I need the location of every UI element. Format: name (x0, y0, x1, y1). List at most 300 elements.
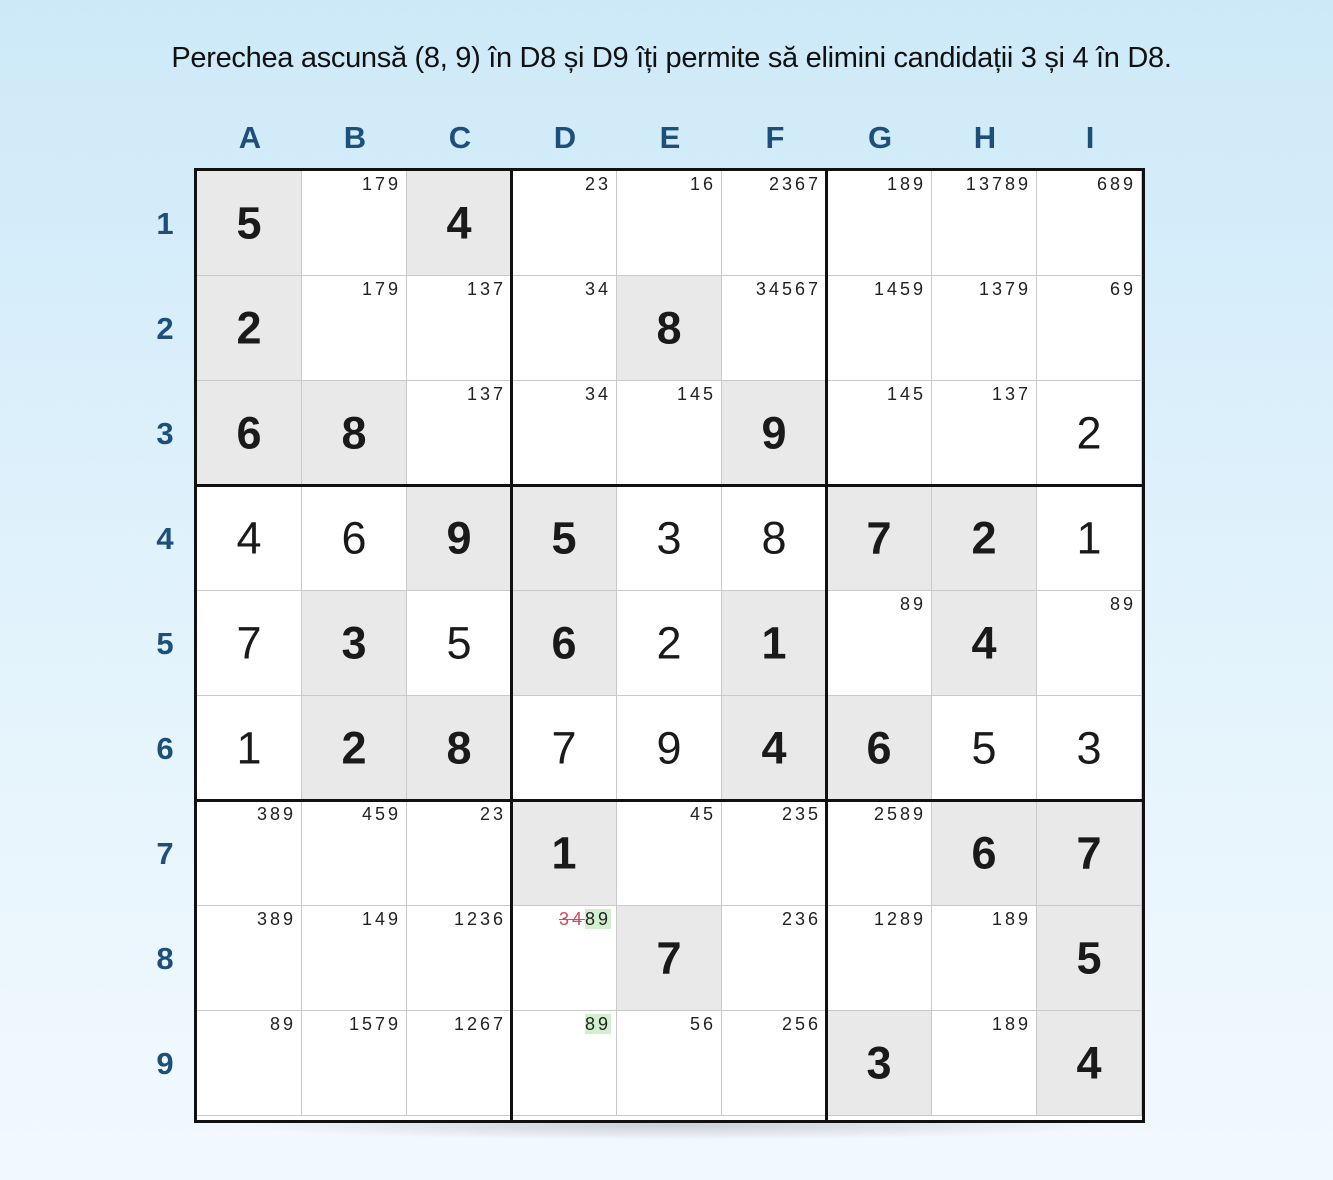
hint-headline: Perechea ascunsă (8, 9) în D8 și D9 îți permite să elimini candidații 3 și 4 în D8. (171, 42, 1172, 74)
candidate: 1 (886, 384, 900, 404)
candidate: 8 (1109, 174, 1123, 194)
candidate: 1 (873, 909, 887, 929)
candidate: 1 (348, 1014, 362, 1034)
candidate: 4 (597, 384, 611, 404)
cell-value: 5 (551, 512, 577, 564)
cell-value: 8 (341, 407, 367, 459)
candidate-list (467, 384, 506, 404)
candidate: 5 (781, 279, 795, 299)
cell-f9[interactable] (722, 1011, 827, 1116)
candidate: 4 (689, 384, 703, 404)
candidate-list (887, 384, 926, 404)
candidate: 6 (1109, 279, 1123, 299)
cell-d4[interactable] (512, 486, 617, 591)
cell-value: 2 (971, 512, 997, 564)
candidate: 9 (912, 909, 926, 929)
candidate: 2 (873, 804, 887, 824)
candidate: 5 (361, 1014, 375, 1034)
candidate-list (585, 384, 611, 404)
candidate: 9 (1017, 174, 1031, 194)
candidate-list (454, 909, 506, 929)
cell-e7[interactable] (617, 801, 722, 906)
candidate: 3 (256, 804, 270, 824)
candidate: 1 (361, 174, 375, 194)
candidate: 8 (899, 909, 913, 929)
candidate: 7 (492, 279, 506, 299)
cell-h8[interactable] (932, 906, 1037, 1011)
candidate: 9 (1122, 174, 1136, 194)
cell-value: 4 (971, 617, 997, 669)
row-label-5: 5 (156, 625, 174, 661)
cell-d5[interactable] (512, 591, 617, 696)
candidate: 1 (361, 279, 375, 299)
cell-b5[interactable] (302, 591, 407, 696)
cell-value: 5 (1076, 932, 1102, 984)
candidate: 4 (899, 384, 913, 404)
candidate: 3 (479, 279, 493, 299)
candidate: 3 (1004, 384, 1018, 404)
candidate: 1 (453, 909, 467, 929)
cell-value: 3 (341, 617, 367, 669)
row-label-4: 4 (156, 520, 174, 556)
cell-a9[interactable] (197, 1011, 302, 1116)
cell-value: 7 (656, 932, 682, 984)
candidate-list (887, 174, 926, 194)
candidate: 5 (689, 1014, 703, 1034)
candidate: 9 (912, 594, 926, 614)
candidate-list (874, 279, 926, 299)
candidate-list (585, 1014, 611, 1034)
cell-i1[interactable] (1037, 171, 1142, 276)
cell-value: 7 (551, 722, 577, 774)
candidate: 7 (492, 1014, 506, 1034)
candidate: 3 (256, 909, 270, 929)
cell-value: 5 (971, 722, 997, 774)
cell-f1[interactable] (722, 171, 827, 276)
candidate-list (467, 279, 506, 299)
cell-c9[interactable] (407, 1011, 512, 1116)
cell-g2[interactable] (827, 276, 932, 381)
cell-value: 6 (341, 512, 367, 564)
candidate: 9 (912, 804, 926, 824)
candidate: 2 (781, 1014, 795, 1034)
candidate: 6 (807, 909, 821, 929)
candidate: 1 (991, 909, 1005, 929)
highlighted-candidate: 9 (597, 1014, 611, 1034)
box-divider-horizontal (197, 484, 1142, 487)
candidate: 1 (991, 384, 1005, 404)
candidate: 9 (1017, 909, 1031, 929)
candidate-list (874, 909, 926, 929)
candidate: 1 (466, 384, 480, 404)
cell-c1[interactable] (407, 171, 512, 276)
candidate: 7 (807, 174, 821, 194)
cell-h2[interactable] (932, 276, 1037, 381)
cell-i3[interactable] (1037, 381, 1142, 486)
cell-value: 6 (971, 827, 997, 879)
candidate: 4 (886, 279, 900, 299)
column-label-b: B (343, 120, 367, 155)
candidate-list (270, 1014, 296, 1034)
highlighted-candidate: 8 (584, 1014, 598, 1034)
candidate-list (992, 1014, 1031, 1034)
cell-d2[interactable] (512, 276, 617, 381)
row-label-9: 9 (156, 1045, 174, 1081)
cell-b7[interactable] (302, 801, 407, 906)
candidate: 7 (991, 174, 1005, 194)
cell-c7[interactable] (407, 801, 512, 906)
candidate: 2 (781, 804, 795, 824)
candidate-list (677, 384, 716, 404)
candidate-list (349, 1014, 401, 1034)
cell-value: 2 (341, 722, 367, 774)
cell-i7[interactable] (1037, 801, 1142, 906)
candidate-list (690, 174, 716, 194)
candidate: 8 (269, 909, 283, 929)
candidate: 8 (1004, 1014, 1018, 1034)
box-divider-vertical (825, 171, 828, 1120)
row-label-2: 2 (156, 310, 174, 346)
candidate: 7 (374, 1014, 388, 1034)
candidate-list (559, 909, 611, 929)
cell-value: 1 (761, 617, 787, 669)
cell-value: 6 (866, 722, 892, 774)
cell-c5[interactable] (407, 591, 512, 696)
candidate: 3 (794, 909, 808, 929)
candidate: 9 (387, 804, 401, 824)
cell-i5[interactable] (1037, 591, 1142, 696)
candidate: 9 (912, 174, 926, 194)
cell-i2[interactable] (1037, 276, 1142, 381)
candidate-list (362, 909, 401, 929)
candidate: 6 (479, 1014, 493, 1034)
cell-value: 5 (446, 617, 472, 669)
candidate: 9 (387, 279, 401, 299)
cell-f5[interactable] (722, 591, 827, 696)
candidate-list (454, 1014, 506, 1034)
candidate: 3 (781, 174, 795, 194)
cell-f4[interactable] (722, 486, 827, 591)
candidate-list (769, 174, 821, 194)
cell-value: 5 (236, 197, 262, 249)
candidate: 8 (899, 174, 913, 194)
cell-i8[interactable] (1037, 906, 1142, 1011)
candidate: 6 (794, 279, 808, 299)
box-divider-vertical (510, 171, 513, 1120)
row-label-8: 8 (156, 940, 174, 976)
candidate-list (992, 384, 1031, 404)
cell-g7[interactable] (827, 801, 932, 906)
candidate: 3 (991, 279, 1005, 299)
candidate: 3 (978, 174, 992, 194)
candidate: 1 (466, 279, 480, 299)
cell-e3[interactable] (617, 381, 722, 486)
candidate: 6 (1096, 174, 1110, 194)
cell-g5[interactable] (827, 591, 932, 696)
row-label-7: 7 (156, 835, 174, 871)
cell-c3[interactable] (407, 381, 512, 486)
cell-f7[interactable] (722, 801, 827, 906)
column-label-i: I (1085, 120, 1095, 155)
cell-e4[interactable] (617, 486, 722, 591)
cell-g8[interactable] (827, 906, 932, 1011)
candidate-list (979, 279, 1031, 299)
cell-b6[interactable] (302, 696, 407, 801)
cell-f6[interactable] (722, 696, 827, 801)
candidate: 9 (1017, 1014, 1031, 1034)
cell-d3[interactable] (512, 381, 617, 486)
cell-f8[interactable] (722, 906, 827, 1011)
cell-value: 3 (1076, 722, 1102, 774)
candidate: 5 (807, 804, 821, 824)
candidate: 6 (702, 174, 716, 194)
candidate-list (362, 279, 401, 299)
cell-c4[interactable] (407, 486, 512, 591)
candidate: 3 (755, 279, 769, 299)
cell-value: 4 (1076, 1037, 1102, 1089)
candidate: 8 (1109, 594, 1123, 614)
candidate: 1 (978, 279, 992, 299)
cell-d7[interactable] (512, 801, 617, 906)
column-label-a: A (238, 120, 262, 155)
candidate: 8 (269, 804, 283, 824)
cell-g3[interactable] (827, 381, 932, 486)
highlighted-candidate: 9 (597, 909, 611, 929)
cell-value: 4 (236, 512, 262, 564)
cell-g6[interactable] (827, 696, 932, 801)
candidate: 6 (807, 1014, 821, 1034)
cell-value: 8 (446, 722, 472, 774)
candidate: 3 (492, 804, 506, 824)
candidate: 9 (282, 909, 296, 929)
column-label-g: G (867, 120, 893, 155)
cell-value: 2 (236, 302, 262, 354)
cell-value: 6 (236, 407, 262, 459)
candidate: 5 (886, 804, 900, 824)
candidate: 9 (1122, 279, 1136, 299)
candidate: 5 (899, 279, 913, 299)
cell-c8[interactable] (407, 906, 512, 1011)
candidate-list (1097, 174, 1136, 194)
cell-a3[interactable] (197, 381, 302, 486)
sudoku-board (194, 168, 1145, 1123)
highlighted-candidate: 8 (584, 909, 598, 929)
candidate-list (1110, 594, 1136, 614)
candidate: 9 (387, 1014, 401, 1034)
candidate: 1 (886, 174, 900, 194)
cell-h7[interactable] (932, 801, 1037, 906)
candidate: 2 (584, 174, 598, 194)
cell-i9[interactable] (1037, 1011, 1142, 1116)
candidate: 9 (387, 174, 401, 194)
cell-e8[interactable] (617, 906, 722, 1011)
candidate: 7 (492, 384, 506, 404)
cell-g4[interactable] (827, 486, 932, 591)
candidate: 1 (361, 909, 375, 929)
row-label-1: 1 (156, 205, 174, 241)
column-label-h: H (973, 120, 997, 155)
candidate: 5 (374, 804, 388, 824)
candidate: 4 (374, 909, 388, 929)
row-label-3: 3 (156, 415, 174, 451)
candidate-list (992, 909, 1031, 929)
cell-a2[interactable] (197, 276, 302, 381)
cell-e2[interactable] (617, 276, 722, 381)
cell-a1[interactable] (197, 171, 302, 276)
cell-h6[interactable] (932, 696, 1037, 801)
candidate-list (585, 279, 611, 299)
column-label-e: E (659, 120, 681, 155)
cell-value: 4 (446, 197, 472, 249)
candidate: 6 (794, 174, 808, 194)
candidate: 5 (794, 1014, 808, 1034)
candidate: 4 (597, 279, 611, 299)
candidate: 8 (269, 1014, 283, 1034)
cell-value: 3 (866, 1037, 892, 1089)
candidate-list (257, 909, 296, 929)
candidate: 8 (899, 804, 913, 824)
cell-value: 6 (551, 617, 577, 669)
candidate: 1 (991, 1014, 1005, 1034)
cell-value: 8 (761, 512, 787, 564)
cell-value: 2 (656, 617, 682, 669)
candidate: 1 (873, 279, 887, 299)
candidate-list (362, 174, 401, 194)
cell-e9[interactable] (617, 1011, 722, 1116)
cell-f2[interactable] (722, 276, 827, 381)
eliminated-candidate: 3 (558, 909, 572, 929)
cell-b1[interactable] (302, 171, 407, 276)
column-label-c: C (448, 120, 472, 155)
candidate: 8 (899, 594, 913, 614)
candidate-list (690, 804, 716, 824)
candidate: 9 (282, 804, 296, 824)
candidate: 7 (807, 279, 821, 299)
candidate-list (900, 594, 926, 614)
cell-a6[interactable] (197, 696, 302, 801)
candidate-list (782, 909, 821, 929)
candidate: 2 (466, 1014, 480, 1034)
candidate: 9 (1122, 594, 1136, 614)
candidate: 1 (453, 1014, 467, 1034)
candidate: 1 (689, 174, 703, 194)
cell-h1[interactable] (932, 171, 1037, 276)
cell-e5[interactable] (617, 591, 722, 696)
cell-h5[interactable] (932, 591, 1037, 696)
cell-b2[interactable] (302, 276, 407, 381)
candidate: 2 (466, 909, 480, 929)
candidate: 6 (492, 909, 506, 929)
cell-h3[interactable] (932, 381, 1037, 486)
candidate: 6 (702, 1014, 716, 1034)
candidate-list (257, 804, 296, 824)
cell-h9[interactable] (932, 1011, 1037, 1116)
candidate: 2 (479, 804, 493, 824)
candidate: 3 (584, 279, 598, 299)
cell-e6[interactable] (617, 696, 722, 801)
candidate-list (362, 804, 401, 824)
cell-value: 3 (656, 512, 682, 564)
candidate: 2 (781, 909, 795, 929)
candidate: 9 (1017, 279, 1031, 299)
cell-h4[interactable] (932, 486, 1037, 591)
candidate: 5 (702, 804, 716, 824)
cell-b3[interactable] (302, 381, 407, 486)
cell-value: 4 (761, 722, 787, 774)
cell-value: 9 (446, 512, 472, 564)
cell-a4[interactable] (197, 486, 302, 591)
cell-value: 9 (656, 722, 682, 774)
cell-value: 9 (761, 407, 787, 459)
cell-a8[interactable] (197, 906, 302, 1011)
cell-i4[interactable] (1037, 486, 1142, 591)
candidate-list (690, 1014, 716, 1034)
box-divider-horizontal (197, 799, 1142, 802)
candidate: 3 (597, 174, 611, 194)
candidate-list (480, 804, 506, 824)
candidate-list (966, 174, 1031, 194)
cell-g9[interactable] (827, 1011, 932, 1116)
candidate: 3 (584, 384, 598, 404)
cell-value: 2 (1076, 407, 1102, 459)
cell-i6[interactable] (1037, 696, 1142, 801)
cell-f3[interactable] (722, 381, 827, 486)
cell-a5[interactable] (197, 591, 302, 696)
candidate: 2 (768, 174, 782, 194)
candidate: 2 (886, 909, 900, 929)
cell-d1[interactable] (512, 171, 617, 276)
candidate: 8 (1004, 909, 1018, 929)
cell-e1[interactable] (617, 171, 722, 276)
candidate-list (874, 804, 926, 824)
cell-b4[interactable] (302, 486, 407, 591)
candidate-list (782, 1014, 821, 1034)
row-label-6: 6 (156, 730, 174, 766)
candidate: 9 (282, 1014, 296, 1034)
candidate: 7 (1017, 384, 1031, 404)
eliminated-candidate: 4 (571, 909, 585, 929)
cell-d8[interactable] (512, 906, 617, 1011)
candidate: 1 (676, 384, 690, 404)
candidate: 9 (387, 909, 401, 929)
candidate: 9 (912, 279, 926, 299)
cell-value: 1 (1076, 512, 1102, 564)
cell-value: 7 (1076, 827, 1102, 879)
candidate: 8 (1004, 174, 1018, 194)
candidate: 3 (479, 909, 493, 929)
cell-c2[interactable] (407, 276, 512, 381)
cell-value: 1 (236, 722, 262, 774)
candidate: 7 (374, 279, 388, 299)
column-label-f: F (765, 120, 785, 155)
cell-value: 7 (866, 512, 892, 564)
candidate: 5 (912, 384, 926, 404)
candidate: 4 (768, 279, 782, 299)
cell-g1[interactable] (827, 171, 932, 276)
column-label-d: D (553, 120, 577, 155)
cell-d9[interactable] (512, 1011, 617, 1116)
cell-value: 8 (656, 302, 682, 354)
cell-a7[interactable] (197, 801, 302, 906)
candidate: 7 (374, 174, 388, 194)
cell-c6[interactable] (407, 696, 512, 801)
cell-b9[interactable] (302, 1011, 407, 1116)
candidate: 3 (479, 384, 493, 404)
candidate: 4 (361, 804, 375, 824)
candidate: 7 (1004, 279, 1018, 299)
cell-d6[interactable] (512, 696, 617, 801)
cell-b8[interactable] (302, 906, 407, 1011)
